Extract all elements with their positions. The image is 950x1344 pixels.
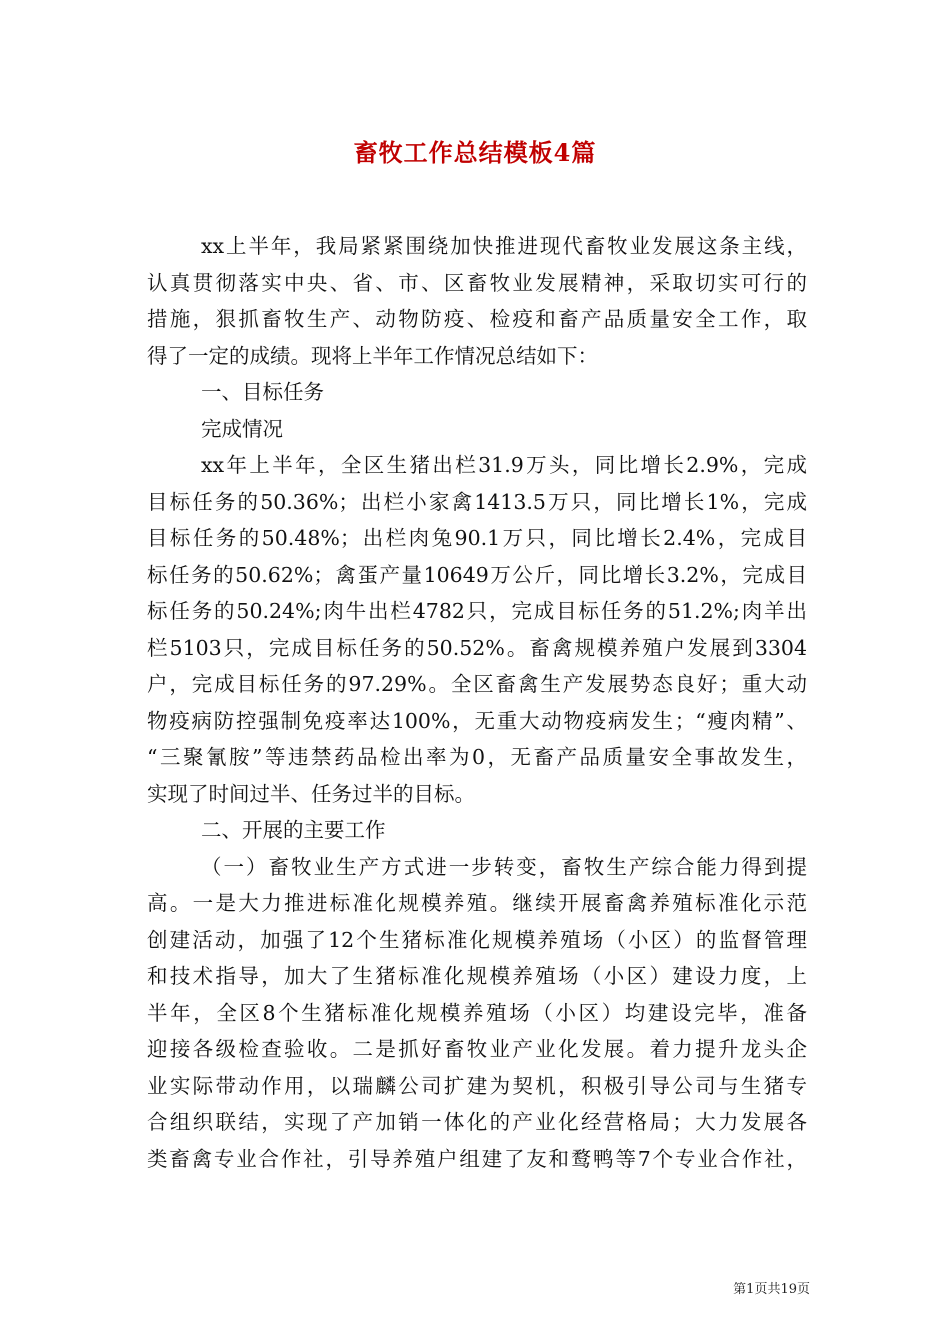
paragraph-line: 高。一是大力推进标准化规模养殖。继续开展畜禽养殖标准化示范	[147, 891, 807, 915]
paragraph-line: 得了一定的成绩。现将上半年工作情况总结如下：	[147, 343, 598, 368]
page-number-footer: 第1页共19页	[733, 1282, 810, 1297]
paragraph-line: 物疫病防控强制免疫率达100%，无重大动物疫病发生；“瘦肉精”、	[147, 708, 807, 733]
paragraph-line: xx年上半年，全区生猪出栏31.9万头，同比增长2.9%，完成	[201, 453, 807, 477]
paragraph-line: 半年，全区8个生猪标准化规模养殖场（小区）均建设完毕，准备	[147, 1000, 807, 1025]
paragraph-line: 户，完成目标任务的97.29%。全区畜禽生产发展势态良好；重大动	[147, 672, 807, 696]
paragraph-line: 认真贯彻落实中央、省、市、区畜牧业发展精神，采取切实可行的	[147, 270, 807, 295]
paragraph-line: 目标任务的50.48%；出栏肉兔90.1万只，同比增长2.4%，完成目	[147, 526, 807, 550]
paragraph-line: 措施，狠抓畜牧生产、动物防疫、检疫和畜产品质量安全工作，取	[147, 307, 807, 331]
paragraph-line: 迎接各级检查验收。二是抓好畜牧业产业化发展。着力提升龙头企	[147, 1037, 807, 1061]
paragraph-line: 栏5103只，完成目标任务的50.52%。畜禽规模养殖户发展到3304	[147, 635, 807, 660]
paragraph-line: xx上半年，我局紧紧围绕加快推进现代畜牧业发展这条主线，	[201, 234, 807, 258]
subsection-heading: 完成情况	[201, 416, 283, 441]
paragraph-line: 实现了时间过半、任务过半的目标。	[147, 781, 475, 806]
document-body	[147, 228, 807, 1177]
paragraph-line: 目标任务的50.36%；出栏小家禽1413.5万只，同比增长1%，完成	[147, 489, 807, 514]
paragraph-line: 标任务的50.24%;肉牛出栏4782只，完成目标任务的51.2%;肉羊出	[147, 599, 807, 623]
paragraph-line: 合组织联结，实现了产加销一体化的产业化经营格局；大力发展各	[147, 1110, 807, 1134]
paragraph-line: “三聚氰胺”等违禁药品检出率为0，无畜产品质量安全事故发生，	[147, 745, 807, 769]
paragraph-line: 和技术指导，加大了生猪标准化规模养殖场（小区）建设力度，上	[147, 964, 807, 988]
section-heading: 一、目标任务	[201, 380, 324, 404]
paragraph-line: 标任务的50.62%；禽蛋产量10649万公斤，同比增长3.2%，完成目	[147, 562, 807, 587]
section-heading: 二、开展的主要工作	[201, 818, 386, 842]
paragraph-line: 类畜禽专业合作社，引导养殖户组建了友和鹜鸭等7个专业合作社，	[147, 1146, 807, 1171]
paragraph-line: 创建活动，加强了12个生猪标准化规模养殖场（小区）的监督管理	[147, 927, 807, 952]
document-title: 畜牧工作总结模板4篇	[353, 138, 597, 167]
paragraph-line: （一）畜牧业生产方式进一步转变，畜牧生产综合能力得到提	[201, 854, 807, 879]
paragraph-line: 业实际带动作用，以瑞麟公司扩建为契机，积极引导公司与生猪专	[147, 1073, 807, 1098]
